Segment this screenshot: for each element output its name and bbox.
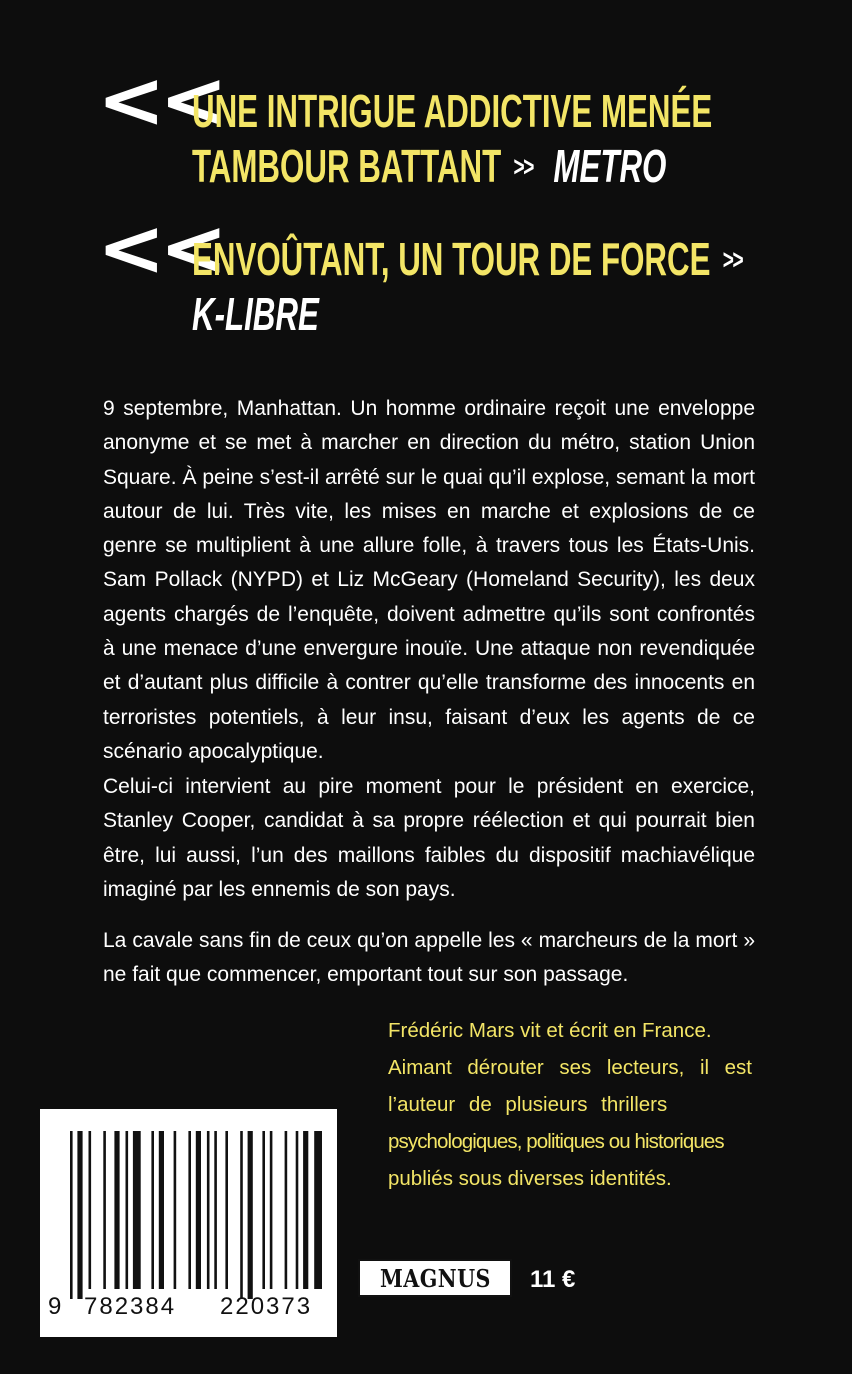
quote-2-line-1-text: ENVOÛTANT, UN TOUR DE FORCE xyxy=(192,233,711,285)
barcode-bar xyxy=(225,1131,228,1289)
barcode-bar xyxy=(174,1131,177,1289)
barcode-bar xyxy=(126,1131,129,1289)
barcode-bar xyxy=(207,1131,210,1289)
barcode-bar xyxy=(314,1131,322,1289)
synopsis-paragraph-3: La cavale sans fin de ceux qu’on appelle les « marcheurs de la mort » ne fait que commencer, emportant tout sur son passage. xyxy=(103,929,755,987)
quote-1-line-2-text: TAMBOUR BATTANT xyxy=(192,140,502,192)
quote-1-line-1: UNE INTRIGUE ADDICTIVE MENÉE xyxy=(192,85,713,137)
barcode-bar xyxy=(262,1131,265,1289)
quote-1-line-2 xyxy=(192,139,666,194)
quote-2-source: K-LIBRE xyxy=(192,288,319,340)
quote-1-source: METRO xyxy=(553,140,667,192)
barcode-bar xyxy=(240,1131,243,1299)
author-bio-line: Aimant dérouter ses lecteurs, il est xyxy=(388,1056,752,1079)
barcode-bar xyxy=(89,1131,92,1289)
barcode-bar xyxy=(159,1131,164,1289)
barcode-bar xyxy=(285,1131,288,1289)
barcode-bar xyxy=(70,1131,73,1299)
close-quote-mark: >> xyxy=(513,151,534,182)
author-bio-line: publiés sous diverses identités. xyxy=(388,1167,672,1190)
synopsis-paragraph-1: 9 septembre, Manhattan. Un homme ordinaire reçoit une enveloppe anonyme et se met à marcher en direction du métro, station Union Square. À peine s’est-il arrêté sur le quai qu’il explose, semant la mort autour de lui. Très vite, les mises en marche et explosions de ce genre se multiplient à une allure folle, à travers tous les États-Unis. Sam Pollack (NYPD) et Liz McGeary (Homeland Security), les deux agents chargés de l’enquête, doivent admettre qu’ils sont confrontés à une menace d’une envergure inouïe. Une attaque non revendiquée et d’autant plus difficile à contrer qu’elle transforme des innocents en terroristes potentiels, à leur insu, faisant d’eux les agents de ce scénario apocalyptique. xyxy=(103,397,755,763)
barcode-bars xyxy=(40,1109,337,1299)
quote-1 xyxy=(97,56,820,202)
barcode-bar xyxy=(77,1131,82,1299)
quote-2 xyxy=(97,204,820,350)
barcode-bar xyxy=(103,1131,106,1289)
synopsis-paragraph-2: Celui-ci intervient au pire moment pour le président en exercice, Stanley Cooper, candidat à sa propre réélection et qui pourrait bien être, lui aussi, l’un des maillons faibles du dispositif machiavélique imaginé par les ennemis de son pays. xyxy=(103,775,755,901)
isbn-barcode xyxy=(40,1109,337,1337)
publisher-name: MAGNUS xyxy=(379,1263,491,1293)
author-bio xyxy=(388,1012,752,1197)
open-quote-mark: << xyxy=(97,204,222,294)
barcode-bar xyxy=(270,1131,273,1289)
close-quote-mark: >> xyxy=(722,244,743,275)
quote-2-line-1 xyxy=(192,232,742,287)
author-bio-line: l’auteur de plusieurs thrillers xyxy=(388,1093,668,1116)
barcode-bar xyxy=(188,1131,191,1289)
barcode-bar xyxy=(248,1131,253,1299)
isbn-middle-digits: 782384 xyxy=(84,1293,177,1320)
barcode-bar xyxy=(196,1131,201,1289)
barcode-bar xyxy=(151,1131,154,1289)
barcode-bar xyxy=(296,1131,299,1289)
open-quote-mark: << xyxy=(97,56,222,146)
author-bio-line: psychologiques, politiques ou historiques xyxy=(388,1130,724,1153)
author-bio-line: Frédéric Mars vit et écrit en France. xyxy=(388,1019,712,1042)
barcode-bar xyxy=(214,1131,217,1289)
barcode-bar xyxy=(114,1131,119,1289)
isbn-last-digits: 220373 xyxy=(220,1293,313,1320)
publisher-logo xyxy=(358,1259,512,1297)
isbn-first-digit: 9 xyxy=(48,1293,62,1320)
barcode-bar xyxy=(133,1131,141,1289)
barcode-bar xyxy=(303,1131,308,1289)
price: 11 € xyxy=(530,1266,576,1293)
